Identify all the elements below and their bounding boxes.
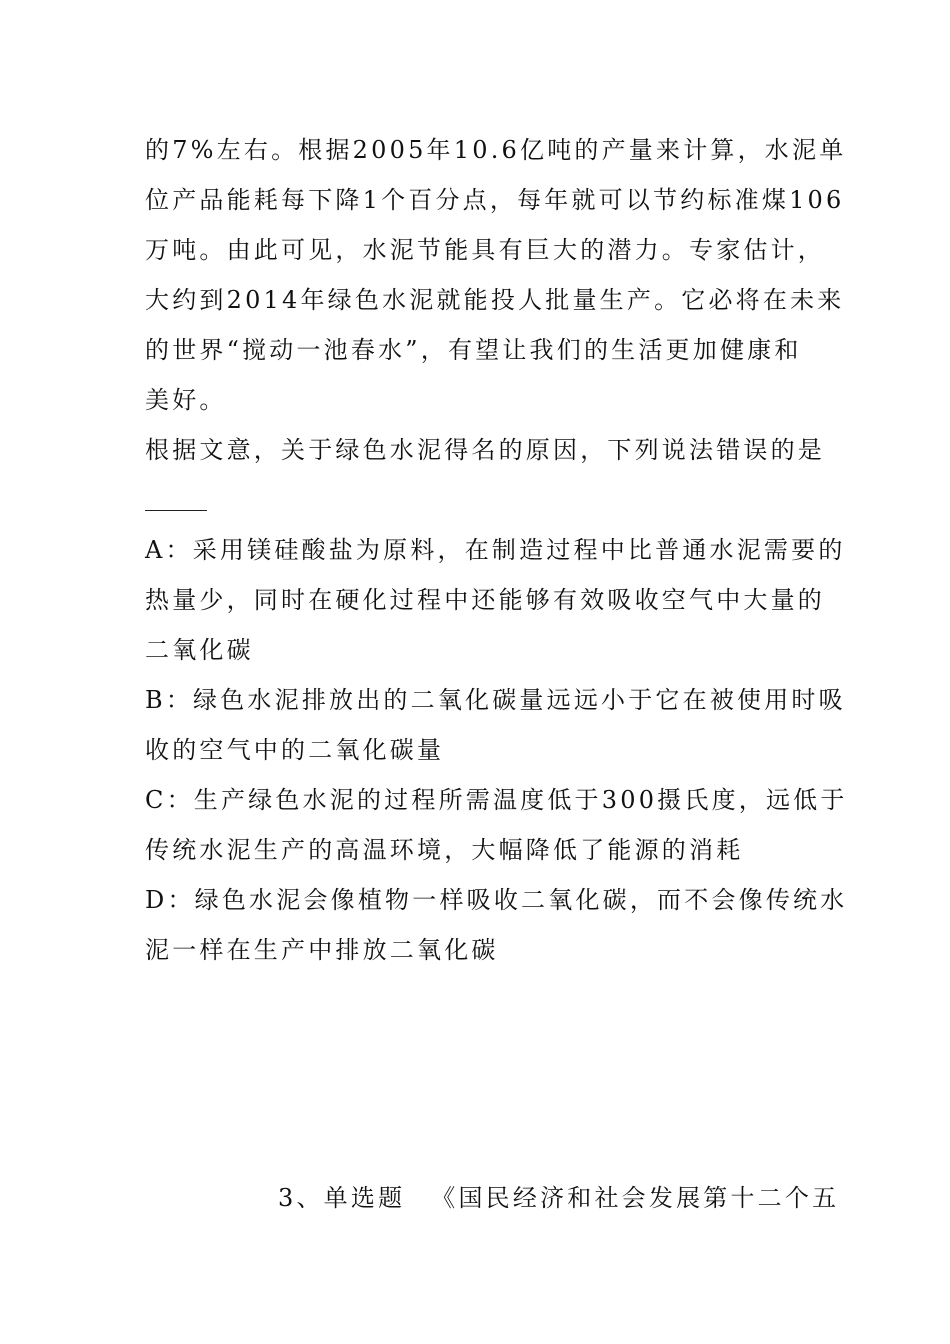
option-c-line-1: C：生产绿色水泥的过程所需温度低于300摄氏度，远低于 xyxy=(145,786,848,814)
passage-line-5: 的世界“搅动一池春水”，有望让我们的生活更加健康和 xyxy=(145,336,802,364)
option-d-line-2: 泥一样在生产中排放二氧化碳 xyxy=(145,936,499,964)
passage-line-3: 万吨。由此可见，水泥节能具有巨大的潜力。专家估计， xyxy=(145,236,825,264)
option-c-line-2: 传统水泥生产的高温环境，大幅降低了能源的消耗 xyxy=(145,836,744,864)
option-a-line-1: A：采用镁硅酸盐为原料，在制造过程中比普通水泥需要的 xyxy=(145,536,846,564)
option-a-line-3: 二氧化碳 xyxy=(145,636,254,664)
passage-line-4: 大约到2014年绿色水泥就能投人批量生产。它必将在未来 xyxy=(145,286,845,314)
option-d-line-1: D：绿色水泥会像植物一样吸收二氧化碳，而不会像传统水 xyxy=(145,886,848,914)
passage-line-2: 位产品能耗每下降1个百分点，每年就可以节约标准煤106 xyxy=(145,186,845,214)
question-stem: 根据文意，关于绿色水泥得名的原因，下列说法错误的是 xyxy=(145,436,825,464)
option-b-line-1: B：绿色水泥排放出的二氧化碳量远远小于它在被使用时吸 xyxy=(145,686,846,714)
passage-line-1: 的7%左右。根据2005年10.6亿吨的产量来计算，水泥单 xyxy=(145,136,847,164)
passage-line-6: 美好。 xyxy=(145,386,227,414)
next-question-number: 3、单选题 xyxy=(278,1184,406,1212)
option-a-line-2: 热量少，同时在硬化过程中还能够有效吸收空气中大量的 xyxy=(145,586,825,614)
answer-blank xyxy=(145,510,207,511)
next-question-heading xyxy=(278,1182,839,1214)
next-question-text: 《国民经济和社会发展第十二个五 xyxy=(431,1184,840,1212)
option-b-line-2: 收的空气中的二氧化碳量 xyxy=(145,736,445,764)
